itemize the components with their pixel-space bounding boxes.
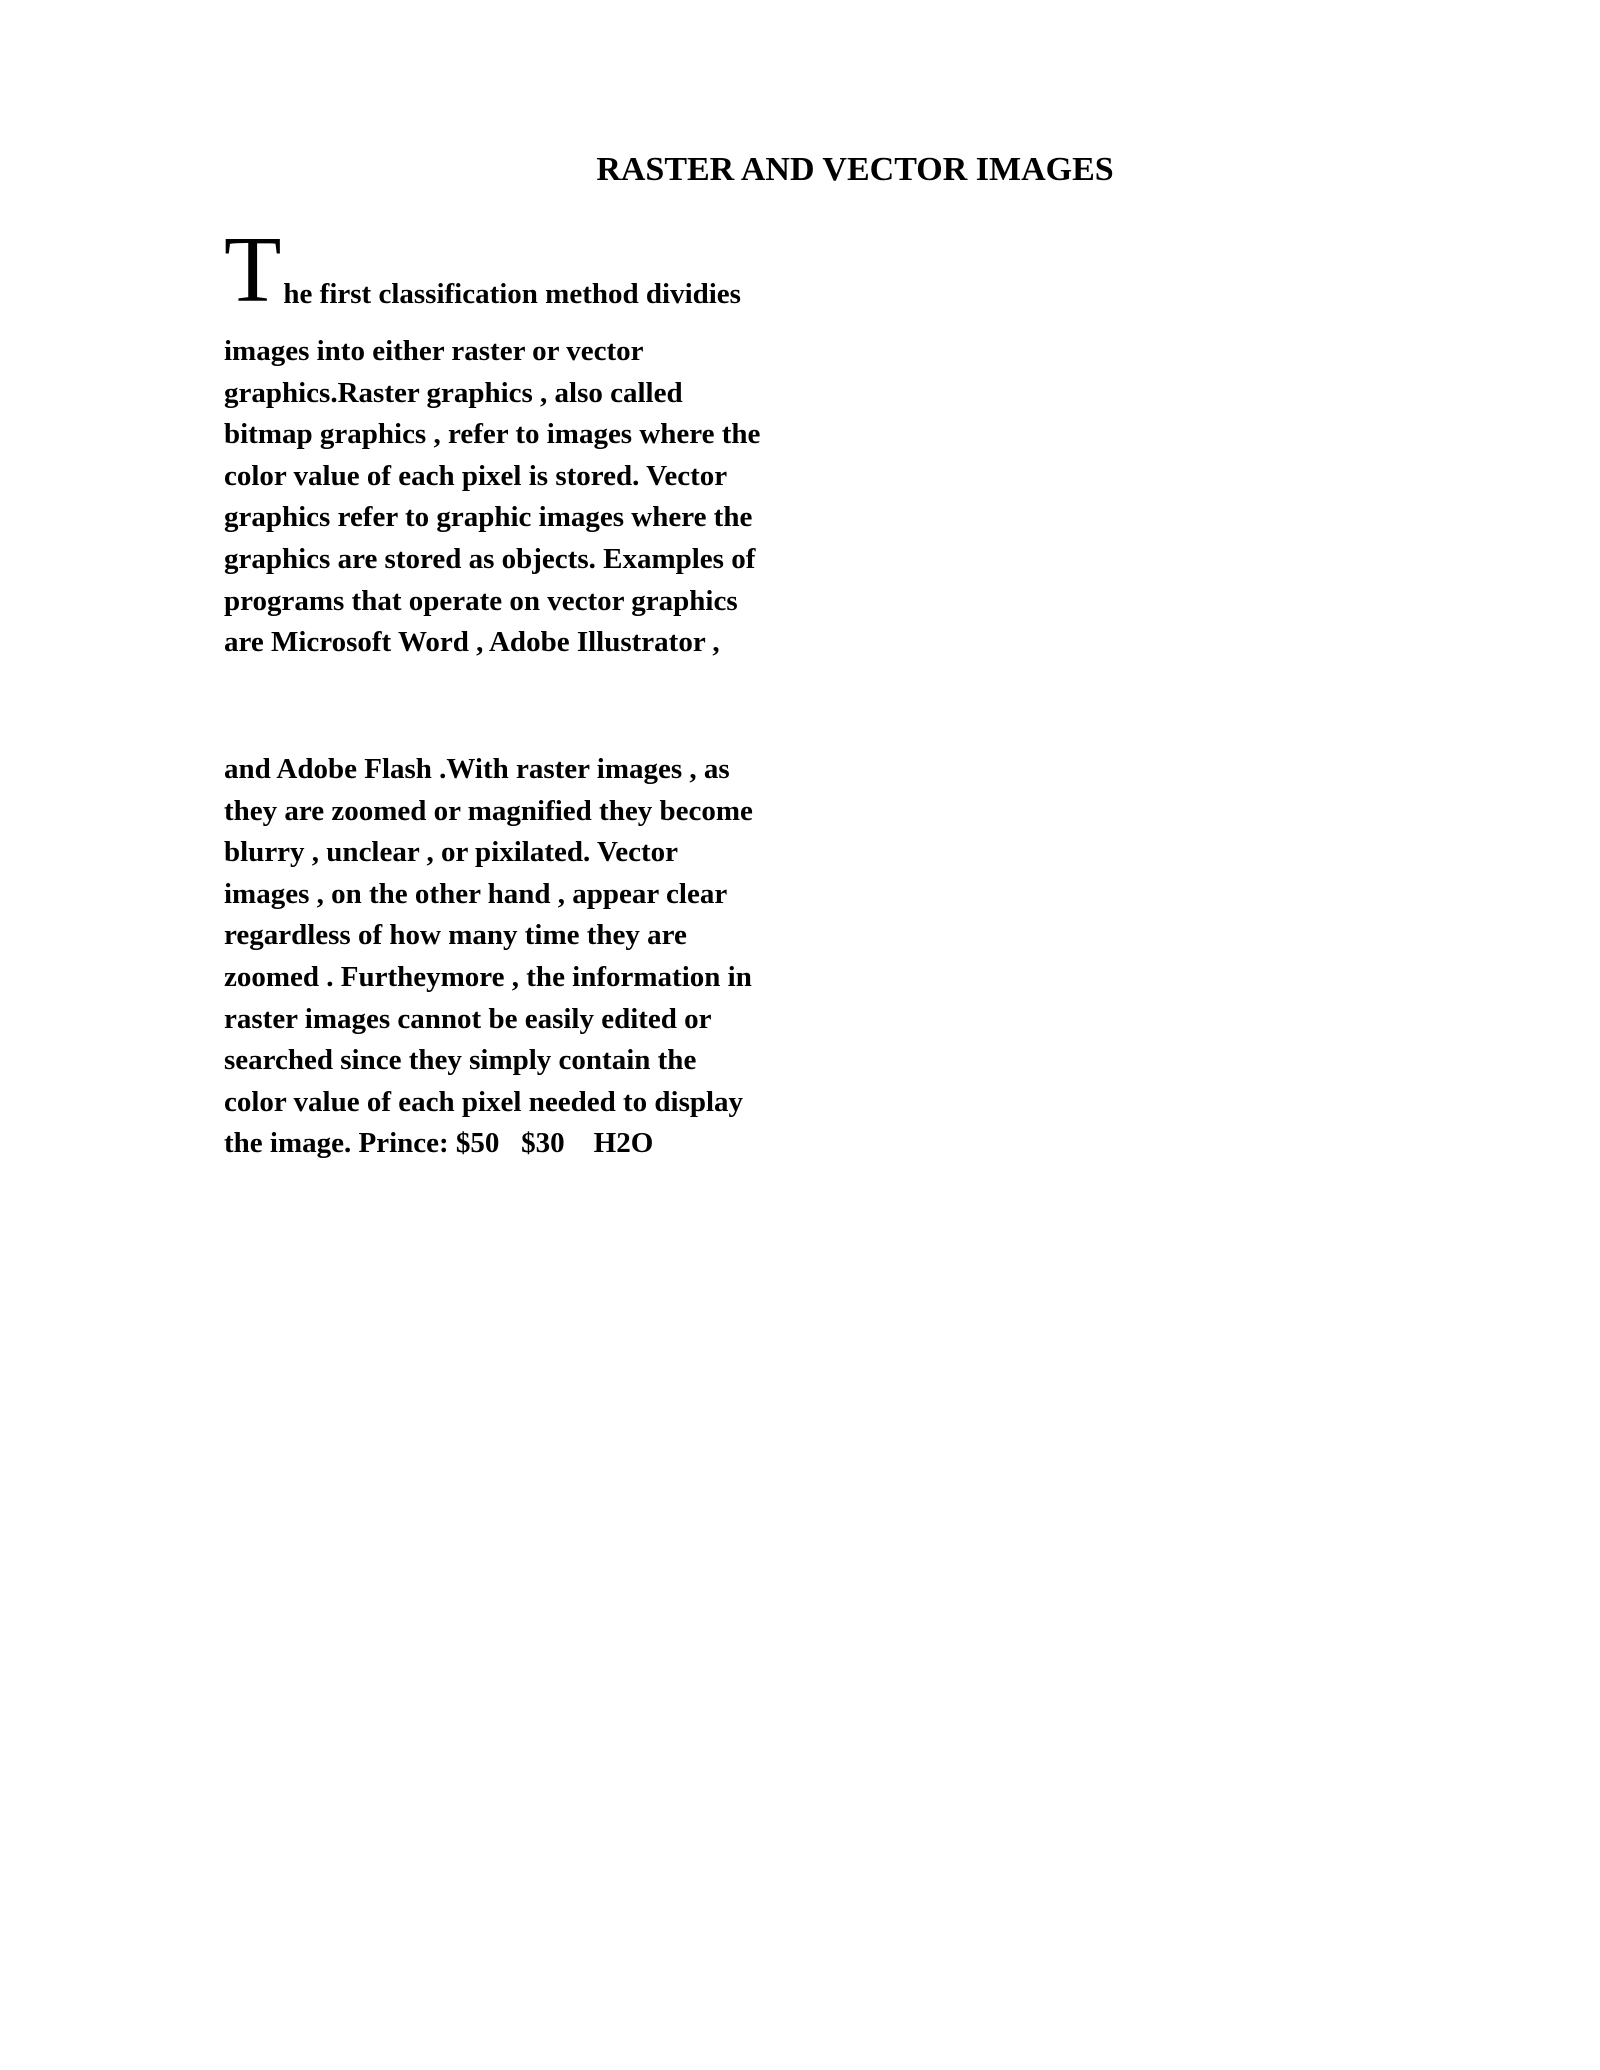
paragraph-2 <box>224 749 753 1165</box>
paragraph-line: the image. Prince: $50 $30 H2O <box>224 1127 654 1160</box>
paragraph-line: are Microsoft Word , Adobe Illustrator , <box>224 626 720 659</box>
paragraph-line: programs that operate on vector graphics <box>224 584 738 617</box>
paragraph-line: regardless of how many time they are <box>224 919 687 952</box>
paragraph-1 <box>224 331 760 664</box>
paragraph-line: bitmap graphics , refer to images where the <box>224 418 761 451</box>
paragraph-line: zoomed . Furtheymore , the information in <box>224 960 752 993</box>
drop-cap-letter: T <box>224 218 282 322</box>
paragraph-line: and Adobe Flash .With raster images , as <box>224 753 730 785</box>
paragraph-1-opening-line <box>224 218 741 322</box>
paragraph-line: raster images cannot be easily edited or <box>224 1002 712 1035</box>
paragraph-line: graphics refer to graphic images where the <box>224 501 753 534</box>
paragraph-line: color value of each pixel needed to display <box>224 1085 744 1118</box>
paragraph-line: images into either raster or vector <box>224 335 644 367</box>
paragraph-line: images , on the other hand , appear clear <box>224 877 728 910</box>
paragraph-line: graphics.Raster graphics , also called <box>224 376 683 409</box>
paragraph-1-first-line-text: he first classification method dividies <box>283 278 741 310</box>
document-title: RASTER AND VECTOR IMAGES <box>596 151 1114 188</box>
paragraph-line: graphics are stored as objects. Examples of <box>224 542 756 575</box>
paragraph-line: searched since they simply contain the <box>224 1044 697 1077</box>
paragraph-line: blurry , unclear , or pixilated. Vector <box>224 836 679 869</box>
paragraph-line: color value of each pixel is stored. Vector <box>224 459 728 492</box>
paragraph-line: they are zoomed or magnified they become <box>224 794 753 827</box>
